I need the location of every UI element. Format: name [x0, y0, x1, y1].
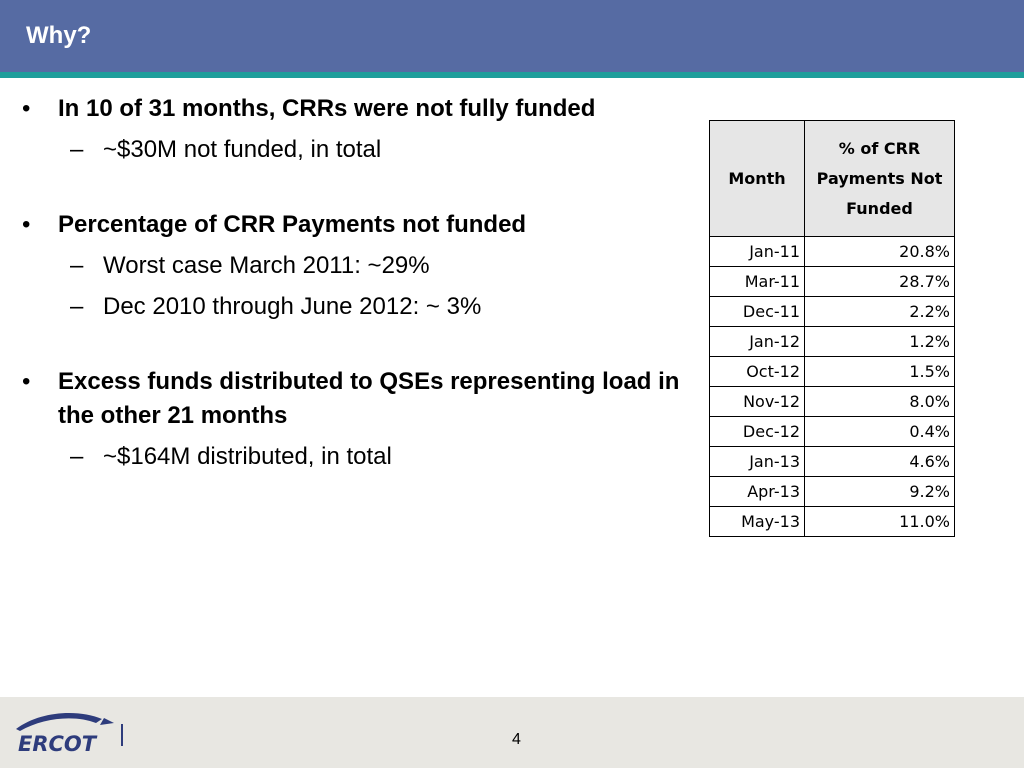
month-cell: Nov-12: [710, 387, 805, 417]
percent-cell: 9.2%: [805, 477, 955, 507]
logo-swoosh-icon: [16, 713, 102, 731]
bullet-list: [0, 92, 680, 474]
sub-bullet-text: Dec 2010 through June 2012: ~ 3%: [103, 293, 482, 320]
percent-header-line: Funded: [846, 198, 913, 218]
table-row: [710, 507, 955, 537]
percent-header-line: % of CRR: [838, 138, 921, 158]
table-header-row: [710, 121, 955, 237]
logo-text: ERCOT: [18, 732, 97, 755]
percent-column-header: [805, 121, 955, 237]
slide-title: Why?: [26, 22, 92, 49]
bullet-text: In 10 of 31 months, CRRs were not fully funded: [58, 95, 596, 122]
slide-header: [0, 0, 1024, 72]
table-row: [710, 267, 955, 297]
percent-cell: 8.0%: [805, 387, 955, 417]
slide-footer: [0, 697, 1024, 768]
dash-icon: –: [70, 136, 84, 163]
bullet-dot-icon: •: [22, 368, 31, 395]
percent-cell: 0.4%: [805, 417, 955, 447]
bullet-item: [0, 365, 680, 433]
table-row: [710, 237, 955, 267]
sub-bullet-item: [0, 133, 680, 167]
unfunded-crr-table: [709, 120, 955, 537]
percent-cell: 4.6%: [805, 447, 955, 477]
month-cell: Dec-12: [710, 417, 805, 447]
page-number: 4: [512, 731, 521, 748]
percent-cell: 11.0%: [805, 507, 955, 537]
table-row: [710, 357, 955, 387]
bullet-dot-icon: •: [22, 211, 31, 238]
bullet-item: [0, 208, 680, 242]
logo-divider: [121, 724, 123, 746]
table-row: [710, 477, 955, 507]
month-cell: Mar-11: [710, 267, 805, 297]
header-accent-stripe: [0, 72, 1024, 78]
month-cell: Jan-13: [710, 447, 805, 477]
percent-cell: 1.5%: [805, 357, 955, 387]
sub-bullet-text: Worst case March 2011: ~29%: [103, 252, 430, 279]
month-cell: Oct-12: [710, 357, 805, 387]
table-row: [710, 327, 955, 357]
bullet-item: [0, 92, 680, 126]
month-cell: May-13: [710, 507, 805, 537]
table-row: [710, 387, 955, 417]
bullet-text: Percentage of CRR Payments not funded: [58, 211, 527, 238]
dash-icon: –: [70, 443, 84, 470]
table-row: [710, 417, 955, 447]
percent-cell: 1.2%: [805, 327, 955, 357]
sub-bullet-item: [0, 249, 680, 283]
ercot-logo: [10, 707, 120, 755]
sub-bullet-text: ~$164M distributed, in total: [103, 443, 392, 470]
month-column-header: Month: [710, 121, 805, 237]
month-cell: Apr-13: [710, 477, 805, 507]
percent-cell: 20.8%: [805, 237, 955, 267]
bullet-dot-icon: •: [22, 95, 31, 122]
month-cell: Jan-11: [710, 237, 805, 267]
sub-bullet-item: [0, 440, 680, 474]
percent-cell: 28.7%: [805, 267, 955, 297]
sub-bullet-item: [0, 290, 680, 324]
table-row: [710, 297, 955, 327]
bullet-text: Excess funds distributed to QSEs representing load in the other 21 months: [58, 368, 680, 429]
percent-header-line: Payments Not: [816, 168, 943, 188]
logo-swoosh-icon: [100, 718, 114, 725]
month-cell: Jan-12: [710, 327, 805, 357]
sub-bullet-text: ~$30M not funded, in total: [103, 136, 382, 163]
dash-icon: –: [70, 252, 84, 279]
table-row: [710, 447, 955, 477]
percent-cell: 2.2%: [805, 297, 955, 327]
month-cell: Dec-11: [710, 297, 805, 327]
dash-icon: –: [70, 293, 84, 320]
